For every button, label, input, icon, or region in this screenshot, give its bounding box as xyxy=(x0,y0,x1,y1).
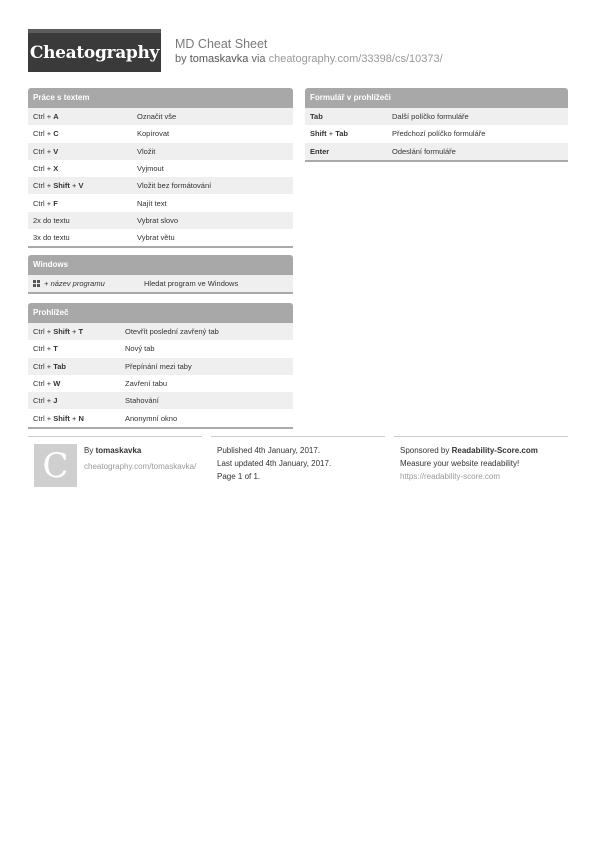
shortcut-table xyxy=(305,108,568,162)
shortcut-description: Označit vše xyxy=(137,112,177,122)
shortcut-description: Stahování xyxy=(125,396,159,406)
shortcut-key: Tab xyxy=(310,112,323,122)
table-row xyxy=(28,392,293,409)
section-title: Práce s textem xyxy=(28,88,293,108)
shortcut-key: Ctrl + T xyxy=(33,344,58,354)
table-row xyxy=(28,160,293,177)
table-row xyxy=(28,177,293,194)
shortcut-key: Ctrl + A xyxy=(33,112,59,122)
table-row xyxy=(305,143,568,160)
section-title: Prohlížeč xyxy=(28,303,293,323)
footer-publish-block xyxy=(217,444,331,483)
footer-sponsor-block xyxy=(400,444,538,483)
section-browser-form xyxy=(305,88,568,162)
shortcut-key: 2x do textu xyxy=(33,215,70,225)
shortcut-key: Shift + Tab xyxy=(310,129,349,139)
shortcut-description: Vybrat větu xyxy=(137,233,175,243)
shortcut-description: Vybrat slovo xyxy=(137,215,178,225)
table-row xyxy=(28,409,293,426)
avatar[interactable] xyxy=(34,444,77,487)
section-title: Windows xyxy=(28,255,293,275)
section-windows xyxy=(28,255,293,294)
sponsor-url-link[interactable]: https://readability-score.com xyxy=(400,472,501,481)
shortcut-description: Vyjmout xyxy=(137,164,164,174)
footer-author-block xyxy=(84,444,196,473)
table-row xyxy=(305,125,568,142)
footer-divider xyxy=(28,436,202,437)
footer-author-url-link[interactable]: cheatography.com/tomaskavka/ xyxy=(84,462,197,471)
table-row xyxy=(305,108,568,125)
shortcut-description: Vložit xyxy=(137,146,156,156)
table-row xyxy=(28,375,293,392)
byline xyxy=(175,53,443,65)
table-row xyxy=(28,143,293,160)
windows-logo-icon xyxy=(33,280,40,287)
section-text-editing xyxy=(28,88,293,248)
shortcut-key: Ctrl + Shift + V xyxy=(33,181,84,191)
page-number: Page 1 of 1. xyxy=(217,472,261,481)
shortcut-description: Otevřít poslední zavřený tab xyxy=(125,327,219,337)
via-word: via xyxy=(251,53,266,65)
by-word: by xyxy=(175,53,187,65)
shortcut-key: Enter xyxy=(310,146,330,156)
author-link[interactable]: tomaskavka xyxy=(189,53,249,65)
shortcut-description: Najít text xyxy=(137,198,167,208)
shortcut-description: Vložit bez formátování xyxy=(137,181,212,191)
cheatography-logo[interactable] xyxy=(28,29,161,72)
shortcut-key: Ctrl + Tab xyxy=(33,361,66,371)
table-row xyxy=(28,212,293,229)
shortcut-description: Kopírovat xyxy=(137,129,170,139)
shortcut-key: Ctrl + W xyxy=(33,379,61,389)
footer-divider xyxy=(394,436,568,437)
sponsor-name-link[interactable]: Readability-Score.com xyxy=(451,446,538,455)
shortcut-key: + název programu xyxy=(28,279,144,288)
shortcut-table xyxy=(28,275,293,294)
by-label: By xyxy=(84,446,96,455)
shortcut-key: Ctrl + X xyxy=(33,164,59,174)
shortcut-description: Další políčko formuláře xyxy=(392,112,469,122)
shortcut-key: Ctrl + Shift + T xyxy=(33,327,84,337)
sponsor-label: Sponsored by xyxy=(400,446,452,455)
logo-text: Cheatography xyxy=(29,42,160,63)
sponsor-tagline: Measure your website readability! xyxy=(400,459,520,468)
shortcut-key: Ctrl + J xyxy=(33,396,58,406)
table-row xyxy=(28,194,293,211)
shortcut-description: Hledat program ve Windows xyxy=(144,279,239,289)
page-title: MD Cheat Sheet xyxy=(175,37,268,51)
sheet-url-link[interactable]: cheatography.com/33398/cs/10373/ xyxy=(268,53,443,65)
shortcut-key: 3x do textu xyxy=(33,233,70,243)
shortcut-description: Předchozí políčko formuláře xyxy=(392,129,486,139)
table-row xyxy=(28,108,293,125)
shortcut-key: Ctrl + C xyxy=(33,129,59,139)
shortcut-description: Anonymní okno xyxy=(125,413,178,423)
shortcut-description: Odeslání formuláře xyxy=(392,146,456,156)
shortcut-table xyxy=(28,108,293,248)
updated-date: Last updated 4th January, 2017. xyxy=(217,459,332,468)
section-browser xyxy=(28,303,293,429)
section-title: Formulář v prohlížeči xyxy=(305,88,568,108)
table-row xyxy=(28,229,293,246)
shortcut-table xyxy=(28,323,293,429)
shortcut-description: Nový tab xyxy=(125,344,155,354)
shortcut-description: Přepínání mezi taby xyxy=(125,361,192,371)
footer-divider xyxy=(211,436,385,437)
shortcut-key: Ctrl + Shift + N xyxy=(33,413,84,423)
footer-author-link[interactable]: tomaskavka xyxy=(95,446,142,455)
shortcut-key: Ctrl + V xyxy=(33,146,59,156)
table-row xyxy=(28,358,293,375)
table-row xyxy=(28,275,293,292)
avatar-letter: C xyxy=(42,445,69,486)
table-row xyxy=(28,340,293,357)
table-row xyxy=(28,125,293,142)
shortcut-key: Ctrl + F xyxy=(33,198,58,208)
shortcut-description: Zavření tabu xyxy=(125,379,168,389)
published-date: Published 4th January, 2017. xyxy=(217,446,321,455)
table-row xyxy=(28,323,293,340)
